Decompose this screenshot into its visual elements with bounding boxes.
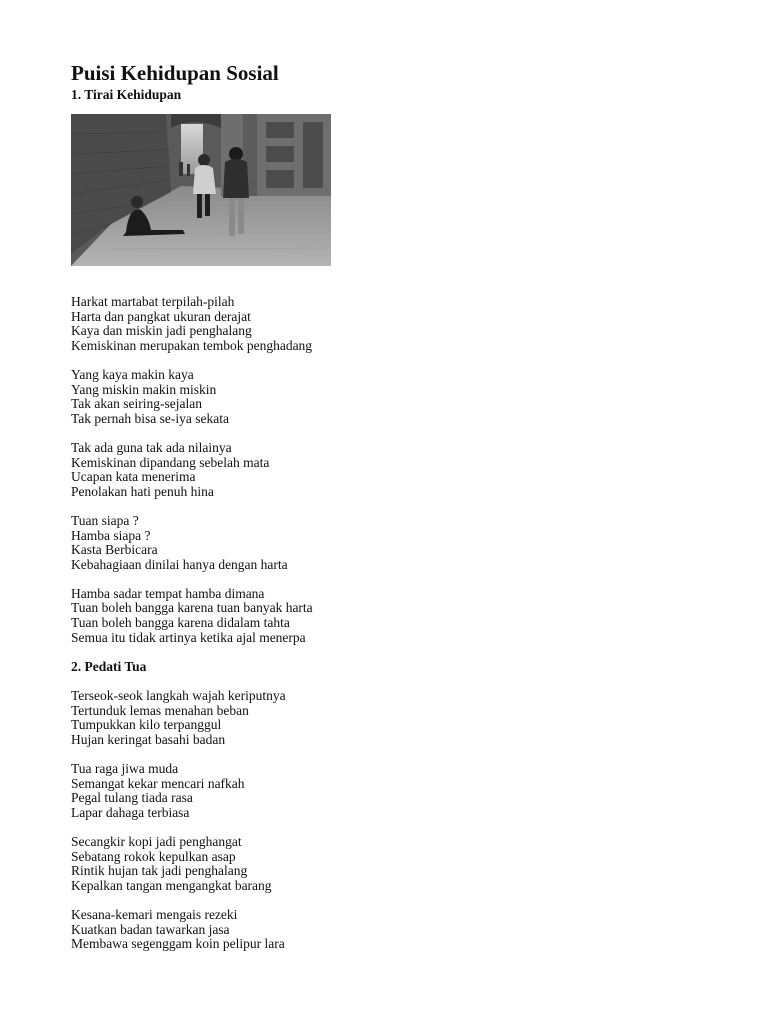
street-photo: [71, 114, 331, 266]
poem-line: Kesana-kemari mengais rezeki: [71, 907, 238, 923]
poem-line: Ucapan kata menerima: [71, 469, 196, 485]
stanza: [71, 514, 711, 572]
poem-line: Rintik hujan tak jadi penghalang: [71, 863, 248, 879]
stanza: [71, 762, 711, 820]
poem-line: Tuan siapa ?: [71, 512, 139, 528]
poem-line: Kepalkan tangan mengangkat barang: [71, 877, 272, 893]
poem-line: Terseok-seok langkah wajah keriputnya: [71, 688, 286, 704]
poem-line: Kasta Berbicara: [71, 542, 158, 558]
poem-line: Tumpukkan kilo terpanggul: [71, 717, 222, 733]
poem-line: Tak akan seiring-sejalan: [71, 396, 202, 412]
poem-line: Semangat kekar mencari nafkah: [71, 775, 245, 791]
poem-line: Hujan keringat basahi badan: [71, 732, 226, 748]
poem-line: Tua raga jiwa muda: [71, 761, 179, 777]
poem-line: Tertunduk lemas menahan beban: [71, 702, 249, 718]
stanza: [71, 689, 711, 747]
poem-line: Penolakan hati penuh hina: [71, 483, 214, 499]
poem-line: Tak ada guna tak ada nilainya: [71, 439, 232, 455]
poem-line: Lapar dahaga terbiasa: [71, 805, 190, 820]
poem-line: Kaya dan miskin jadi penghalang: [71, 323, 252, 339]
poem-1-body: [71, 295, 711, 645]
stanza: [71, 295, 711, 353]
poem-line: Kuatkan badan tawarkan jasa: [71, 921, 230, 937]
poem-line: Secangkir kopi jadi penghangat: [71, 834, 242, 850]
poem-line: Tak pernah bisa se-iya sekata: [71, 410, 229, 426]
poem-line: Membawa segenggam koin pelipur lara: [71, 936, 285, 952]
poem-2-heading: 2. Pedati Tua: [71, 659, 147, 675]
stanza: [71, 368, 711, 426]
poem-line: Kemiskinan merupakan tembok penghadang: [71, 337, 313, 353]
poem-line: Pegal tulang tiada rasa: [71, 790, 193, 806]
poem-line: Sebatang rokok kepulkan asap: [71, 848, 236, 864]
poem-1-heading: 1. Tirai Kehidupan: [71, 87, 182, 102]
poem-line: Tuan boleh bangga karena didalam tahta: [71, 615, 290, 631]
poem-line: Yang kaya makin kaya: [71, 366, 194, 382]
poem-line: Hamba sadar tempat hamba dimana: [71, 585, 265, 601]
poem-line: Harta dan pangkat ukuran derajat: [71, 308, 251, 324]
poem-line: Harkat martabat terpilah-pilah: [71, 294, 235, 309]
stanza: [71, 835, 711, 893]
poem-line: Kebahagiaan dinilai hanya dengan harta: [71, 556, 288, 572]
document-title: Puisi Kehidupan Sosial: [71, 61, 279, 85]
stanza: [71, 908, 711, 952]
document-page: [71, 60, 711, 952]
poem-line: Semua itu tidak artinya ketika ajal menerpa: [71, 629, 306, 645]
poem-line: Kemiskinan dipandang sebelah mata: [71, 454, 270, 470]
poem-2-body: [71, 689, 711, 952]
stanza: [71, 587, 711, 645]
poem-line: Tuan boleh bangga karena tuan banyak harta: [71, 600, 313, 616]
poem-line: Hamba siapa ?: [71, 527, 151, 543]
poem-line: Yang miskin makin miskin: [71, 381, 217, 397]
stanza: [71, 441, 711, 499]
